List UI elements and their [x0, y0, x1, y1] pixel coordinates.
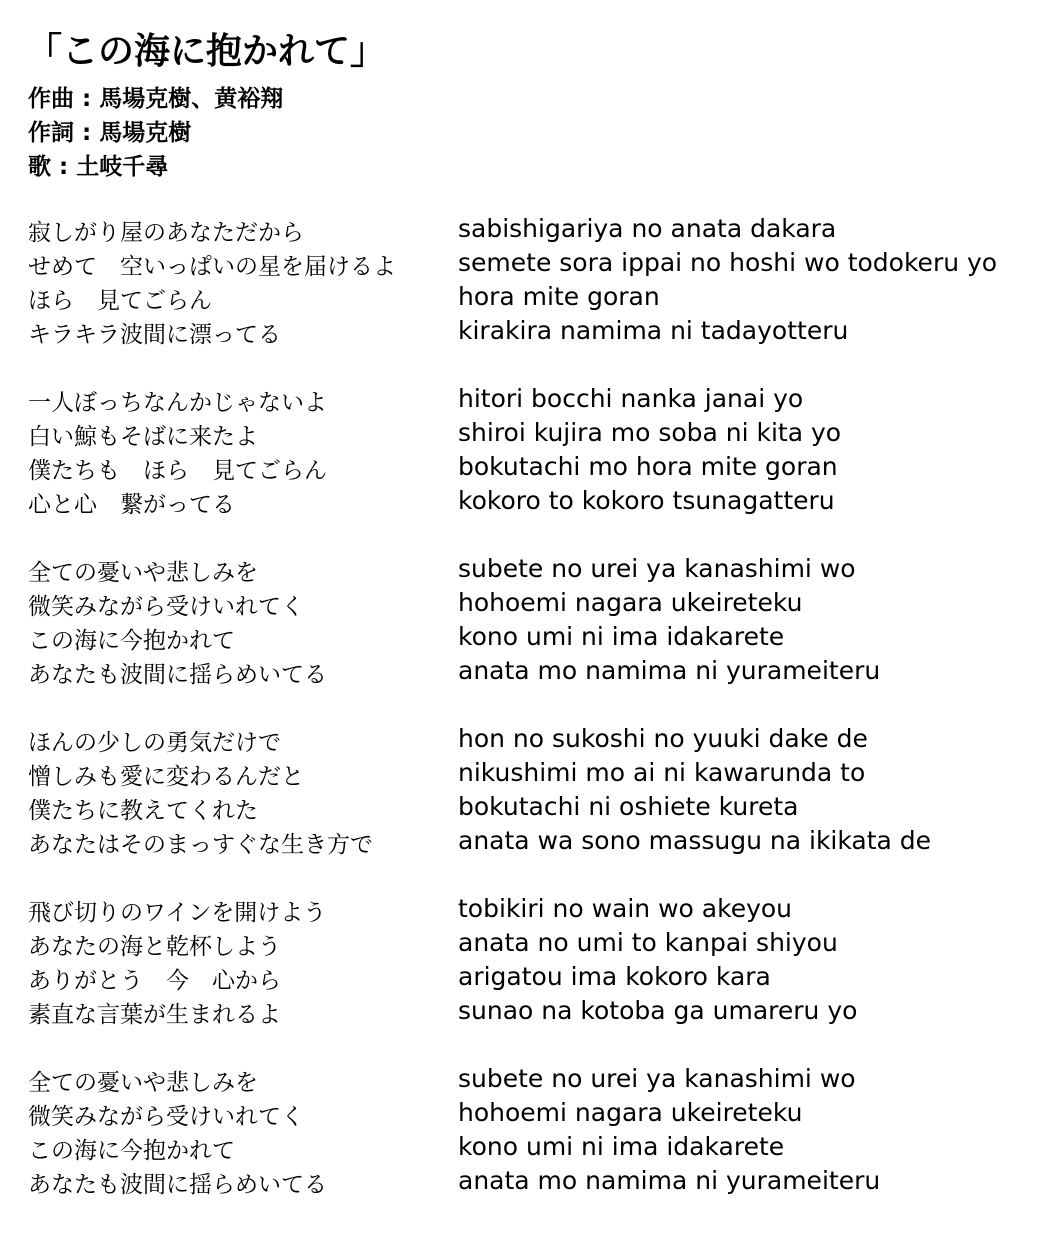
romaji-lyric: sabishigariya no anata dakara	[458, 214, 837, 243]
japanese-lyric: ほんの少しの勇気だけで	[28, 730, 281, 756]
romaji-lyric: anata no umi to kanpai shiyou	[458, 928, 838, 957]
romaji-lyric: hohoemi nagara ukeireteku	[458, 588, 803, 617]
japanese-lyric: あなたはそのまっすぐな生き方で	[28, 832, 373, 858]
japanese-lyric: ありがとう 今 心から	[28, 968, 281, 994]
japanese-lyric: あなたも波間に揺らめいてる	[28, 662, 327, 688]
romaji-lyric: arigatou ima kokoro kara	[458, 962, 771, 991]
romaji-lyric: hon no sukoshi no yuuki dake de	[458, 724, 868, 753]
japanese-lyric: この海に今抱かれて	[28, 628, 235, 654]
lyric-line	[0, 926, 1056, 960]
lyric-line	[0, 314, 1056, 348]
japanese-lyric: キラキラ波間に漂ってる	[28, 322, 281, 348]
stanza	[0, 382, 1056, 552]
lyric-line	[0, 1096, 1056, 1130]
lyric-line	[0, 790, 1056, 824]
stanza	[0, 892, 1056, 1062]
lyric-line	[0, 892, 1056, 926]
japanese-lyric: せめて 空いっぱいの星を届けるよ	[28, 254, 396, 280]
romaji-lyric: hohoemi nagara ukeireteku	[458, 1098, 803, 1127]
japanese-lyric: 僕たちに教えてくれた	[28, 798, 258, 824]
japanese-lyric: 僕たちも ほら 見てごらん	[28, 458, 327, 484]
romaji-lyric: sunao na kotoba ga umareru yo	[458, 996, 858, 1025]
romaji-lyric: tobikiri no wain wo akeyou	[458, 894, 793, 923]
japanese-lyric: あなたも波間に揺らめいてる	[28, 1172, 327, 1198]
lyric-line	[0, 1062, 1056, 1096]
lyric-line	[0, 246, 1056, 280]
japanese-lyric: ほら 見てごらん	[28, 288, 212, 314]
lyric-line	[0, 654, 1056, 688]
lyric-line	[0, 416, 1056, 450]
lyric-line	[0, 212, 1056, 246]
romaji-lyric: semete sora ippai no hoshi wo todokeru yo	[458, 248, 998, 277]
japanese-lyric: この海に今抱かれて	[28, 1138, 235, 1164]
stanza	[0, 722, 1056, 892]
lyric-line	[0, 450, 1056, 484]
japanese-lyric: 心と心 繋がってる	[28, 492, 235, 518]
romaji-lyric: kokoro to kokoro tsunagatteru	[458, 486, 835, 515]
japanese-lyric: 一人ぼっちなんかじゃないよ	[28, 390, 327, 416]
romaji-lyric: subete no urei ya kanashimi wo	[458, 1064, 856, 1093]
romaji-lyric: hitori bocchi nanka janai yo	[458, 384, 804, 413]
romaji-lyric: anata mo namima ni yurameiteru	[458, 656, 881, 685]
japanese-lyric: 飛び切りのワインを開けよう	[28, 900, 327, 926]
song-credits	[28, 82, 283, 184]
lyric-line	[0, 620, 1056, 654]
lyric-line	[0, 960, 1056, 994]
stanza	[0, 552, 1056, 722]
stanza	[0, 1062, 1056, 1232]
lyricist-credit: 作詞 : 馬場克樹	[28, 120, 192, 146]
lyric-line	[0, 1164, 1056, 1198]
romaji-lyric: kirakira namima ni tadayotteru	[458, 316, 849, 345]
lyric-line	[0, 994, 1056, 1028]
romaji-lyric: anata mo namima ni yurameiteru	[458, 1166, 881, 1195]
lyric-line	[0, 280, 1056, 314]
lyric-line	[0, 586, 1056, 620]
japanese-lyric: 全ての憂いや悲しみを	[28, 1070, 258, 1096]
lyric-line	[0, 722, 1056, 756]
japanese-lyric: あなたの海と乾杯しよう	[28, 934, 281, 960]
japanese-lyric: 微笑みながら受けいれてく	[28, 1104, 304, 1130]
japanese-lyric: 白い鯨もそばに来たよ	[28, 424, 258, 450]
lyrics-body	[0, 212, 1056, 1232]
romaji-lyric: bokutachi mo hora mite goran	[458, 452, 838, 481]
japanese-lyric: 寂しがり屋のあなただから	[28, 220, 304, 246]
lyric-line	[0, 484, 1056, 518]
lyric-line	[0, 382, 1056, 416]
japanese-lyric: 素直な言葉が生まれるよ	[28, 1002, 281, 1028]
song-title: 「この海に抱かれて」	[26, 31, 387, 72]
romaji-lyric: subete no urei ya kanashimi wo	[458, 554, 856, 583]
composer-credit: 作曲 : 馬場克樹、黄裕翔	[28, 86, 284, 112]
lyric-line	[0, 1130, 1056, 1164]
romaji-lyric: nikushimi mo ai ni kawarunda to	[458, 758, 866, 787]
lyric-line	[0, 824, 1056, 858]
stanza	[0, 212, 1056, 382]
singer-credit: 歌 : 土岐千尋	[28, 154, 169, 180]
romaji-lyric: bokutachi ni oshiete kureta	[458, 792, 799, 821]
romaji-lyric: hora mite goran	[458, 282, 660, 311]
romaji-lyric: anata wa sono massugu na ikikata de	[458, 826, 932, 855]
lyric-line	[0, 552, 1056, 586]
romaji-lyric: kono umi ni ima idakarete	[458, 622, 785, 651]
romaji-lyric: shiroi kujira mo soba ni kita yo	[458, 418, 842, 447]
japanese-lyric: 憎しみも愛に変わるんだと	[28, 764, 304, 790]
lyric-line	[0, 756, 1056, 790]
japanese-lyric: 微笑みながら受けいれてく	[28, 594, 304, 620]
japanese-lyric: 全ての憂いや悲しみを	[28, 560, 258, 586]
romaji-lyric: kono umi ni ima idakarete	[458, 1132, 785, 1161]
